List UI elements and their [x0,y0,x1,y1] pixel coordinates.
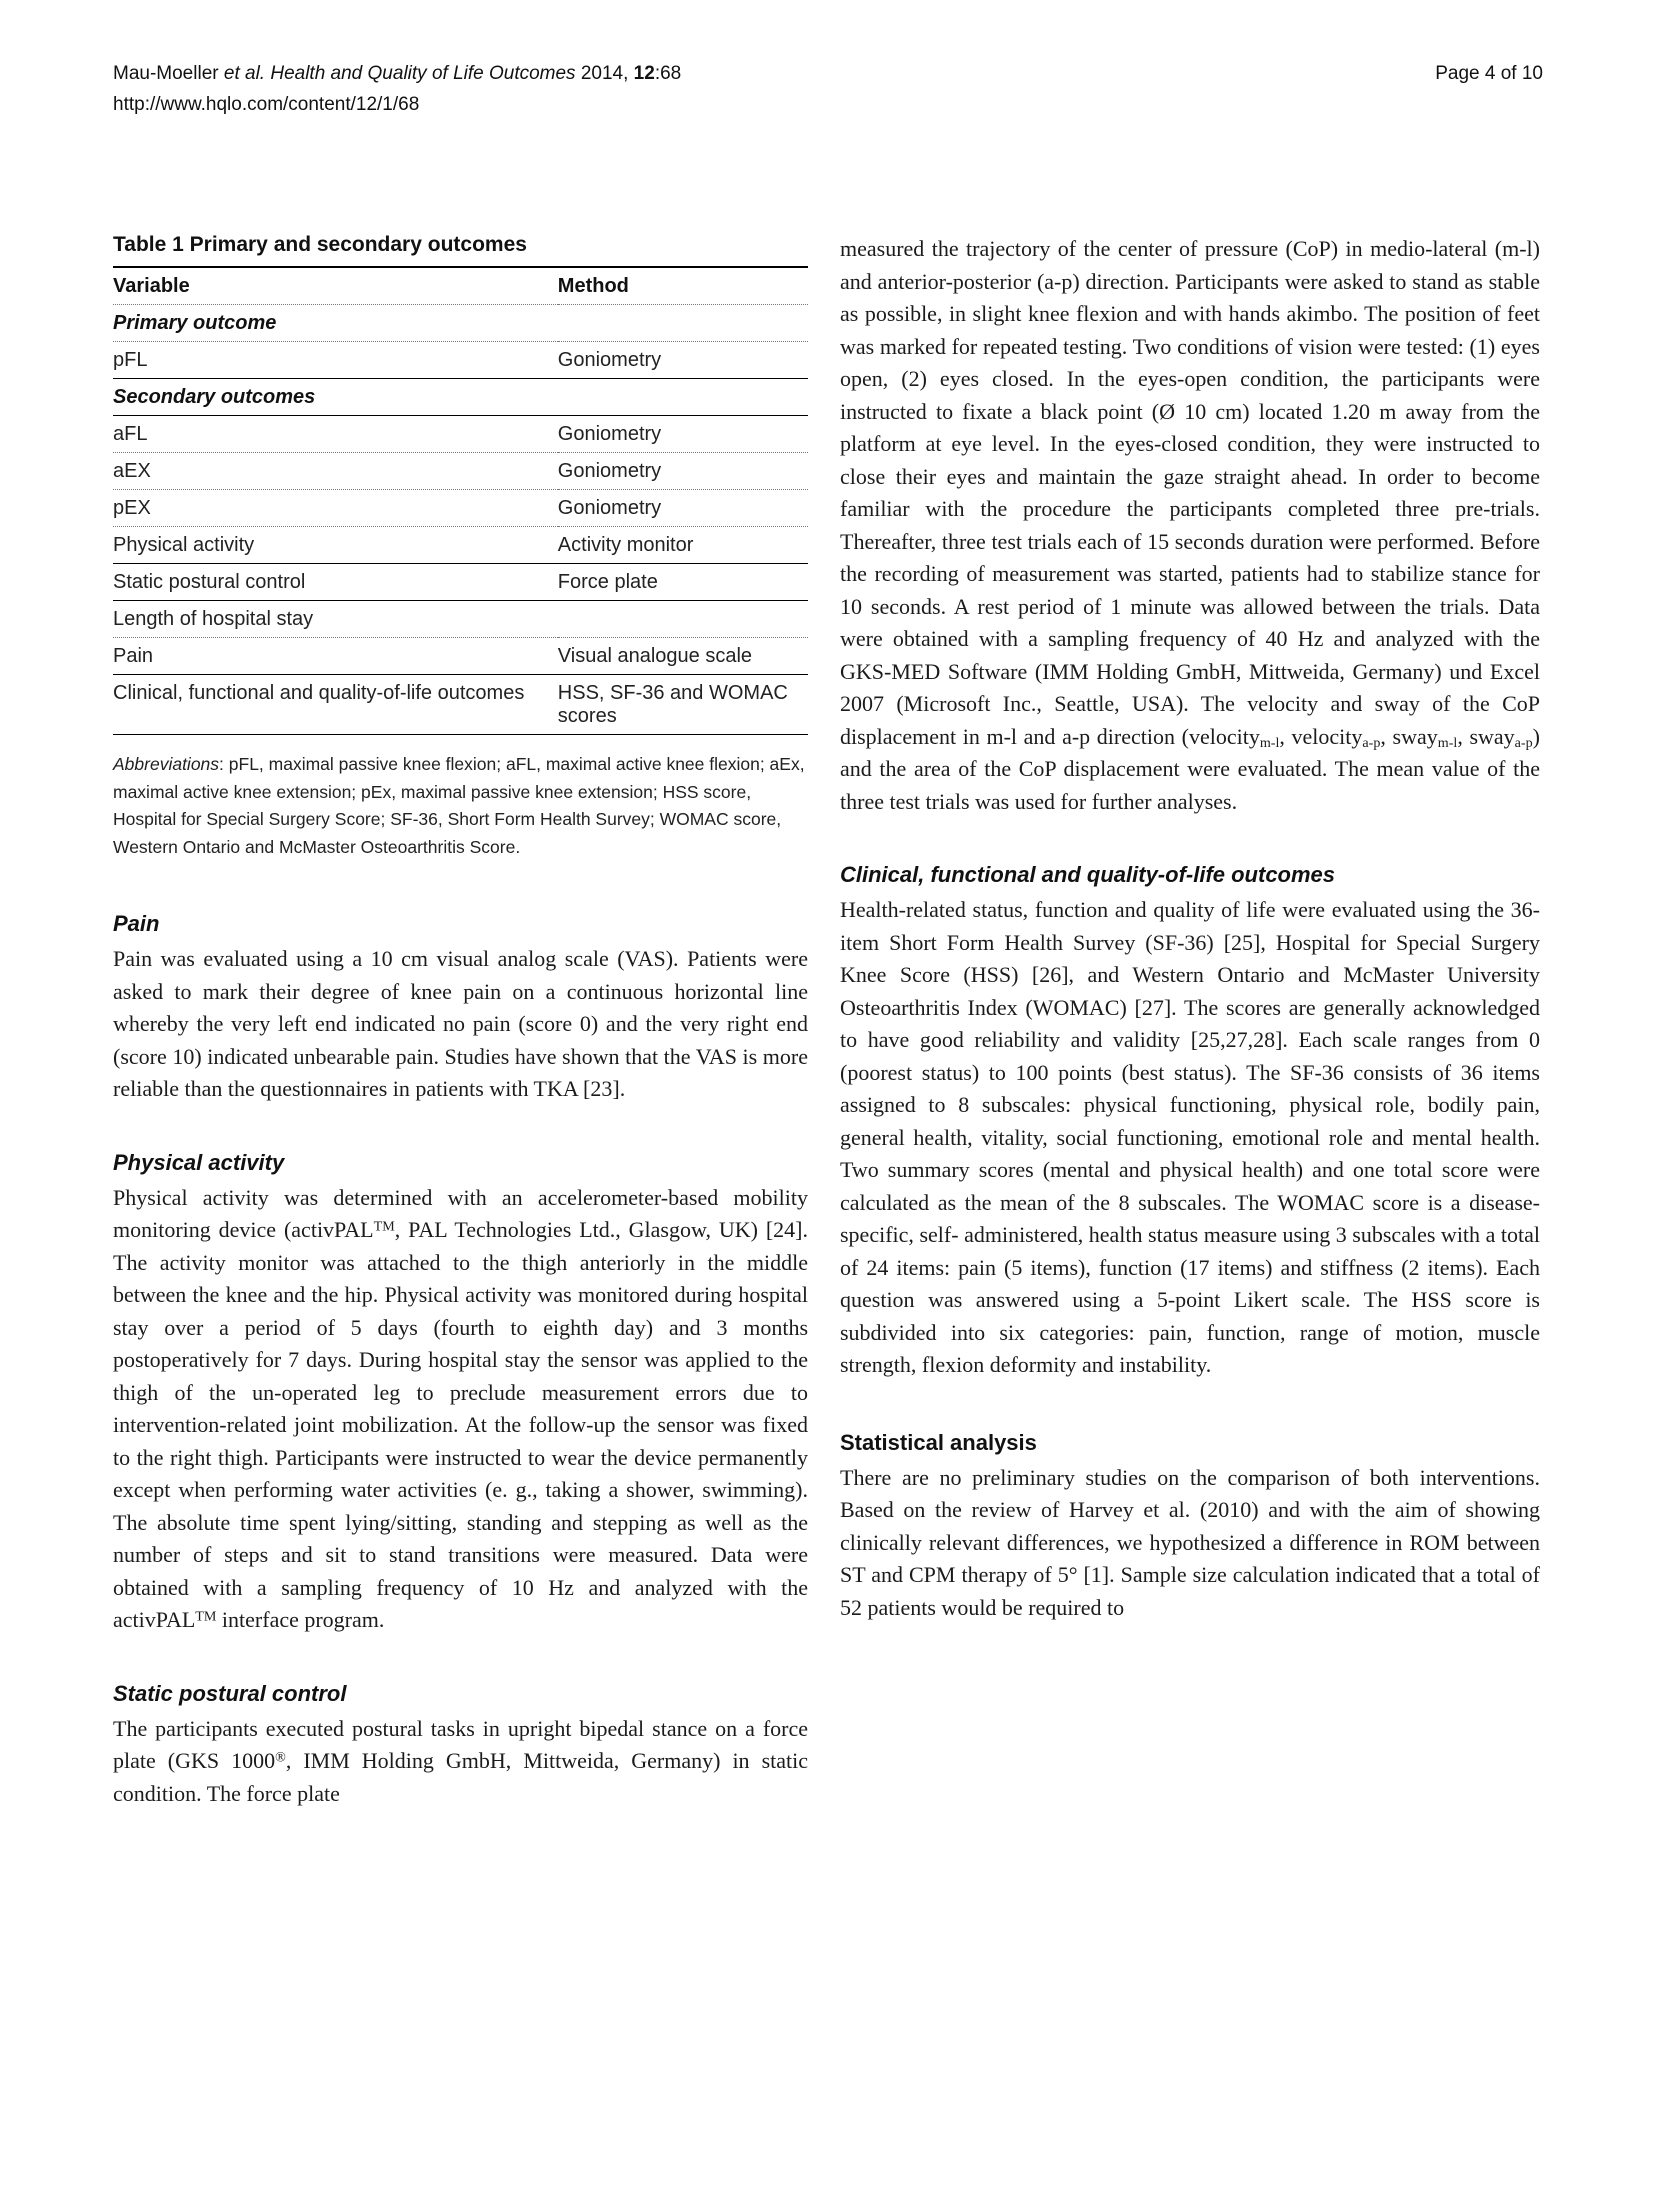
variable-cell: Clinical, functional and quality-of-life outcomes [113,675,558,735]
right-column [840,233,1540,1624]
paragraph-clinical-outcomes: Health-related status, function and quality of life were evaluated using the 36-item Short Form Health Survey (SF-36) [25], Hospital for Special Surgery Knee Score (HSS) [26], and Western Ontario and McMaster University Osteoarthritis Index (WOMAC) [27]. The scores are generally acknowledged to have good reliability and validity [25,27,28]. Each scale ranges from 0 (poorest status) to 100 points (best status). The SF-36 consists of 36 items assigned to 8 subscales: physical functioning, physical role, bodily pain, general health, vitality, social functioning, emotional role and mental health. Two summary scores (mental and physical health) and one total score were calculated as the mean of the 8 subscales. The WOMAC score is a disease-specific, self- administered, health status measure using 3 subscales with a total of 24 items: pain (5 items), function (17 items) and stiffness (2 items). Each question was answered using a 5-point Likert scale. The HSS score is subdivided into six categories: pain, function, range of motion, muscle strength, flexion deformity and instability. [840,897,1540,1377]
table-row-pain [113,638,808,675]
method-cell: Goniometry [558,416,808,453]
table1-col-header-method: Method [558,267,808,305]
variable-cell: aFL [113,416,558,453]
method-cell [558,601,808,638]
table-row-pex [113,490,808,527]
heading-statistical-analysis: Statistical analysis [840,1429,1037,1455]
method-cell: Goniometry [558,453,808,490]
page-number: Page 4 of 10 [1435,63,1543,84]
table-row-aex [113,453,808,490]
table1-block [113,233,808,861]
heading-pain: Pain [113,911,160,936]
paragraph-force-plate-continued: measured the trajectory of the center of pressure (CoP) in medio-lateral (m-l) and anterior-posterior (a-p) direction. Participants were asked to stand as stable as possible, in slight knee flexion and with hands akimbo. The position of feet was marked for repeated testing. Two conditions of vision were tested: (1) eyes open, (2) eyes closed. In the eyes-open condition, the participants were instructed to fixate a black point (Ø 10 cm) located 1.20 m away from the platform at eye level. In the eyes-closed condition, they were instructed to close their eyes and maintain the gaze straight ahead. In order to become familiar with the procedure the participants completed three pre-trials. Thereafter, three test trials each of 15 seconds duration were performed. Before the recording of measurement was started, patients had to stabilize stance for 10 seconds. A rest period of 1 minute was allowed between the trials. Data were obtained with a sampling frequency of 40 Hz and analyzed with the GKS-MED Software (IMM Holding GmbH, Mittweida, Germany) und Excel 2007 (Microsoft Inc., Seattle, USA). The velocity and sway of the CoP displacement in m-l and a-p direction (velocity$_{m-l}$, velocity$_{a-p}$, sway$_{m-l}$, sway$_{a-p}$) and the area of the CoP displacement were evaluated. The mean value of the three test trials was used for further analyses. [840,236,1540,814]
table-row-secondary-outcomes-section [113,379,808,416]
heading-static-postural-control: Static postural control [113,1680,347,1706]
heading-physical-activity: Physical activity [113,1149,285,1175]
variable-cell: Pain [113,638,558,675]
table-row-clinical-outcomes [113,675,808,735]
method-cell: HSS, SF-36 and WOMAC scores [558,675,808,735]
method-cell: Goniometry [558,490,808,527]
paragraph-pain: Pain was evaluated using a 10 cm visual analog scale (VAS). Patients were asked to mark their degree of knee pain on a continuous horizontal line whereby the very left end indicated no pain (score 0) and the very right end (score 10) indicated unbearable pain. Studies have shown that the VAS is more reliable than the questionnaires in patients with TKA [23]. [113,946,808,1101]
table-row-length-of-hospital-stay [113,601,808,638]
table-row-pfl [113,342,808,379]
page-header [113,58,1543,120]
table1 [113,266,808,735]
section-label: Secondary outcomes [113,379,808,416]
method-cell: Visual analogue scale [558,638,808,675]
variable-cell: Static postural control [113,564,558,601]
variable-cell: Length of hospital stay [113,601,558,638]
section-label: Primary outcome [113,305,808,342]
heading-clinical-outcomes: Clinical, functional and quality-of-life outcomes [840,862,1336,887]
variable-cell: aEX [113,453,558,490]
paragraph-static-postural-control: The participants executed postural tasks in upright bipedal stance on a force plate (GKS 1000®, IMM Holding GmbH, Mittweida, Germany) in static condition. The force plate [113,1715,808,1806]
paragraph-physical-activity: Physical activity was determined with an accelerometer-based mobility monitoring device (activPAL™, PAL Technologies Ltd., Glasgow, UK) [24]. The activity monitor was attached to the thigh anteriorly in the middle between the knee and the hip. Physical activity was monitored during hospital stay over a period of 5 days (fourth to eighth day) and 3 months postoperatively for 7 days. During hospital stay the sensor was applied to the thigh of the un-operated leg to preclude measurement errors due to intervention-related joint mobilization. At the follow-up the sensor was fixed to the right thigh. Participants were instructed to wear the device permanently except when performing water activities (e. g., taking a shower, swimming). The absolute time spent lying/sitting, standing and stepping as well as the number of steps and sit to stand transitions were measured. Data were obtained with a sampling frequency of 10 Hz and analyzed with the activPAL™ interface program. [113,1184,808,1632]
variable-cell: pFL [113,342,558,379]
table1-col-header-variable: Variable [113,267,558,305]
header-citation-block [113,58,681,120]
method-cell: Force plate [558,564,808,601]
citation-line: Mau-Moeller et al. Health and Quality of Life Outcomes 2014, 12:68 [113,63,682,84]
method-cell: Goniometry [558,342,808,379]
table-row-physical-activity [113,527,808,564]
article-url: http://www.hqlo.com/content/12/1/68 [113,94,420,115]
paragraph-statistical-analysis: There are no preliminary studies on the comparison of both interventions. Based on the review of Harvey et al. (2010) and with the aim of showing clinically relevant differences, we hypothesized a difference in ROM between ST and CPM therapy of 5° [1]. Sample size calculation indicated that a total of 52 patients would be required to [840,1464,1540,1620]
left-column [113,233,808,1810]
table-row-static-postural-control [113,564,808,601]
variable-cell: pEX [113,490,558,527]
table1-footnote: Abbreviations: pFL, maximal passive knee flexion; aFL, maximal active knee flexion; aEx, maximal active knee extension; pEx, maximal passive knee extension; HSS score, Hospital for Special Surgery Score; SF-36, Short Form Health Survey; WOMAC score, Western Ontario and McMaster Osteoarthritis Score. [113,754,805,857]
table-row-primary-outcome-section [113,305,808,342]
variable-cell: Physical activity [113,527,558,564]
table-row-afl [113,416,808,453]
method-cell: Activity monitor [558,527,808,564]
table1-header-row [113,267,808,305]
table1-caption: Table 1 Primary and secondary outcomes [113,233,527,256]
